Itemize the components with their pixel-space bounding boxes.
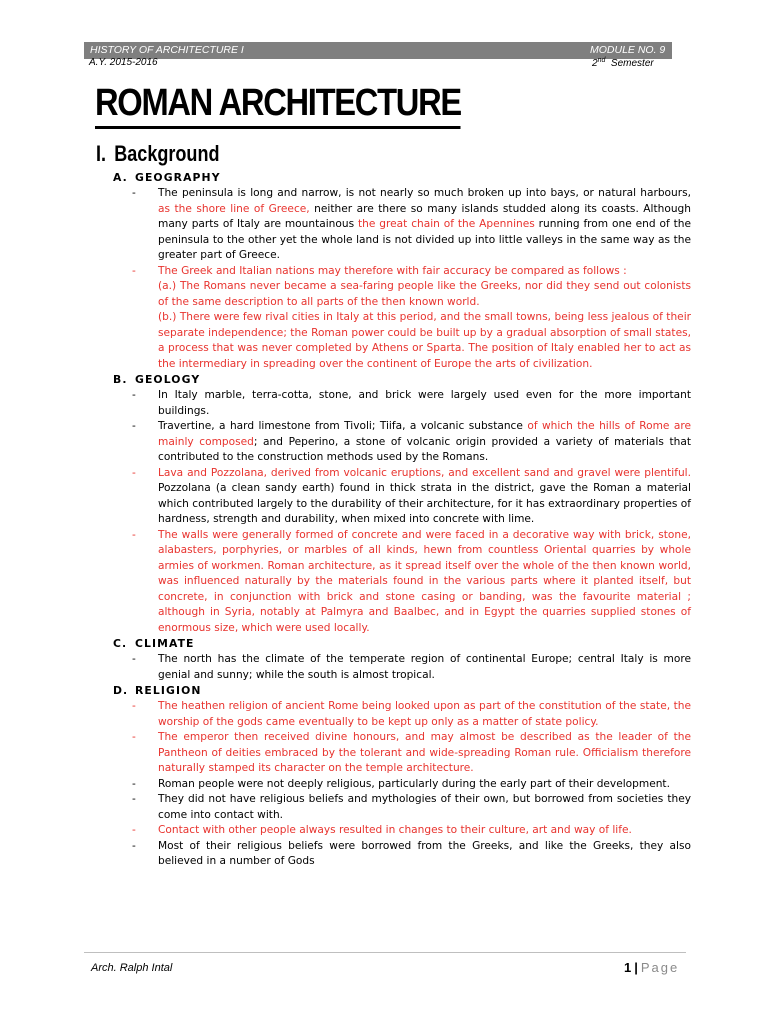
body-text: The peninsula is long and narrow, is not nearly so much broken up into bays, or natural harbours, — [158, 187, 691, 199]
body-text: Most of their religious beliefs were borrowed from the Greeks, and like the Greeks, they also believed in a number of Gods — [158, 839, 691, 867]
module-number: MODULE NO. 9 — [590, 44, 666, 56]
body-text: running from one end of the peninsula to the other yet the whole land is not divided up into little valleys in the same way as the greater part of Greece. — [158, 218, 691, 261]
bullet-dash: - — [132, 528, 136, 541]
subsection-letter: C. — [113, 637, 128, 650]
list-item-text — [158, 388, 691, 419]
body-text: Pozzolana (a clean sandy earth) found in thick strata in the district, gave the Roman a material which contributed largely to the durability of their architecture, for it has extraordinary properties of hardness, strength and durability, when mixed into concrete with lime. — [158, 482, 691, 525]
bullet-dash: - — [132, 824, 136, 836]
list-item — [113, 419, 691, 466]
body-text: Roman people were not deeply religious, particularly during the early part of their development. — [158, 777, 670, 790]
list-item — [113, 652, 691, 683]
bullet-dash: - — [132, 839, 136, 852]
academic-year: A.Y. 2015-2016 — [89, 57, 158, 68]
body-text: The north has the climate of the temperate region of continental Europe; central Italy is more genial and sunny; while the south is almost tropical. — [158, 653, 691, 681]
highlighted-text: (a.) The Romans never became a sea-faring people like the Greeks, nor did they send out colonists of the same description to all parts of the then known world. — [158, 280, 691, 308]
list-item-text — [158, 730, 691, 777]
subsection-heading — [113, 170, 691, 186]
section-heading — [96, 141, 219, 167]
list-item — [113, 186, 691, 264]
list-item-text — [158, 186, 691, 264]
footer-divider — [84, 952, 686, 953]
subsection-title: CLIMATE — [135, 637, 195, 650]
subsection-letter: A. — [113, 171, 128, 184]
section-number: I. — [96, 141, 107, 166]
bullet-dash: - — [132, 466, 136, 479]
bullet-dash: - — [132, 731, 136, 743]
subsection-heading — [113, 683, 691, 699]
bullet-dash: - — [132, 793, 136, 805]
highlighted-text: The heathen religion of ancient Rome being looked upon as part of the constitution of the state, the worship of the gods came eventually to be kept up only as a matter of state policy. — [158, 700, 691, 728]
bullet-dash: - — [132, 187, 136, 199]
page-label: Page — [640, 960, 680, 975]
highlighted-text: (b.) There were few rival cities in Italy at this period, and the small towns, being less jealous of their separate independence; the Roman power could be built up by a gradual absorption of small states, a process that was never completed by Athens or Sparta. The position of Italy enabled her to act as the intermediary in spreading over the continent of Europe the arts of civilization. — [158, 311, 691, 370]
document-body — [113, 170, 691, 870]
bullet-dash: - — [132, 700, 136, 712]
list-item-text — [158, 528, 691, 637]
list-item-text — [158, 652, 691, 683]
bullet-dash: - — [132, 264, 136, 277]
body-text: They did not have religious beliefs and mythologies of their own, but borrowed from societies they come into contact with. — [158, 793, 691, 821]
semester-word: Semester — [610, 58, 654, 69]
list-item-text — [158, 419, 691, 466]
list-item-text — [158, 777, 691, 793]
highlighted-text: of which the hills of Rome are mainly composed — [158, 420, 691, 448]
list-item — [113, 839, 691, 870]
course-name: HISTORY OF ARCHITECTURE I — [90, 44, 244, 56]
bullet-dash: - — [132, 420, 136, 432]
list-item — [113, 264, 691, 373]
highlighted-text: the great chain of the Apennines — [358, 218, 535, 230]
list-item — [113, 466, 691, 528]
list-item — [113, 792, 691, 823]
list-item-text — [158, 823, 691, 839]
bullet-dash: - — [132, 777, 136, 790]
highlighted-text: Lava and Pozzolana, derived from volcanic eruptions, and excellent sand and gravel were plentiful. — [158, 466, 691, 479]
bullet-dash: - — [132, 653, 136, 665]
subsection-title: GEOLOGY — [135, 373, 201, 386]
list-item-text — [158, 466, 691, 528]
list-item — [113, 777, 691, 793]
bullet-dash: - — [132, 389, 136, 401]
list-item — [113, 823, 691, 839]
list-item — [113, 699, 691, 730]
semester-suffix: nd — [597, 57, 606, 64]
page-separator: | — [634, 960, 638, 975]
highlighted-text: The emperor then received divine honours, and may almost be described as the leader of the Pantheon of deities embraced by the tolerant and wide-spreading Roman rule. Officialism therefore naturally stamped its character on the temple architecture. — [158, 731, 691, 774]
subsection-heading — [113, 372, 691, 388]
subsection-title: GEOGRAPHY — [135, 171, 221, 184]
body-text: Travertine, a hard limestone from Tivoli; Tiifa, a volcanic substance — [158, 420, 528, 432]
highlighted-text: The walls were generally formed of concrete and were faced in a decorative way with brick, stone, alabasters, porphyries, or marbles of all kinds, hewn from countless Oriental quarries by whole armies of workmen. Roman architecture, as it spread itself over the whole of the then known world, was influenced naturally by the materials found in the various parts where it planted itself, but concrete, in conjunction with brick and stone casing or banding, was the favourite material ; although in Syria, notably at Palmyra and Baalbec, and in Egypt the quarries supplied stones of enormous size, which were used locally. — [158, 528, 691, 634]
highlighted-text: The Greek and Italian nations may therefore with fair accuracy be compared as follows : — [158, 264, 627, 277]
body-text: In Italy marble, terra-cotta, stone, and brick were largely used even for the more important buildings. — [158, 389, 691, 417]
subsection-letter: B. — [113, 373, 128, 386]
subsection-heading — [113, 636, 691, 652]
list-item — [113, 388, 691, 419]
semester-number: 2 — [592, 58, 598, 69]
list-item — [113, 730, 691, 777]
list-item-text — [158, 699, 691, 730]
list-item-text — [158, 792, 691, 823]
subsection-letter: D. — [113, 684, 129, 697]
highlighted-text: Contact with other people always resulted in changes to their culture, art and way of life. — [158, 824, 632, 836]
footer-author: Arch. Ralph Intal — [91, 962, 173, 974]
page-title: ROMAN ARCHITECTURE — [95, 80, 461, 129]
body-text: ; and Peperino, a stone of volcanic origin provided a variety of materials that contributed to the construction methods used by the Romans. — [158, 435, 691, 463]
list-item — [113, 528, 691, 637]
section-label: Background — [114, 141, 220, 166]
subsection-title: RELIGION — [135, 684, 202, 697]
page-indicator — [624, 960, 679, 975]
page-number: 1 — [624, 960, 632, 975]
highlighted-text: as the shore line of Greece, — [158, 202, 310, 215]
semester — [592, 57, 654, 69]
list-item-text — [158, 839, 691, 870]
list-item-text — [158, 264, 691, 373]
sub-header — [89, 57, 669, 69]
body-text: neither are there so many islands studded along its coasts. Although many parts of Italy are mountainous — [158, 202, 691, 230]
